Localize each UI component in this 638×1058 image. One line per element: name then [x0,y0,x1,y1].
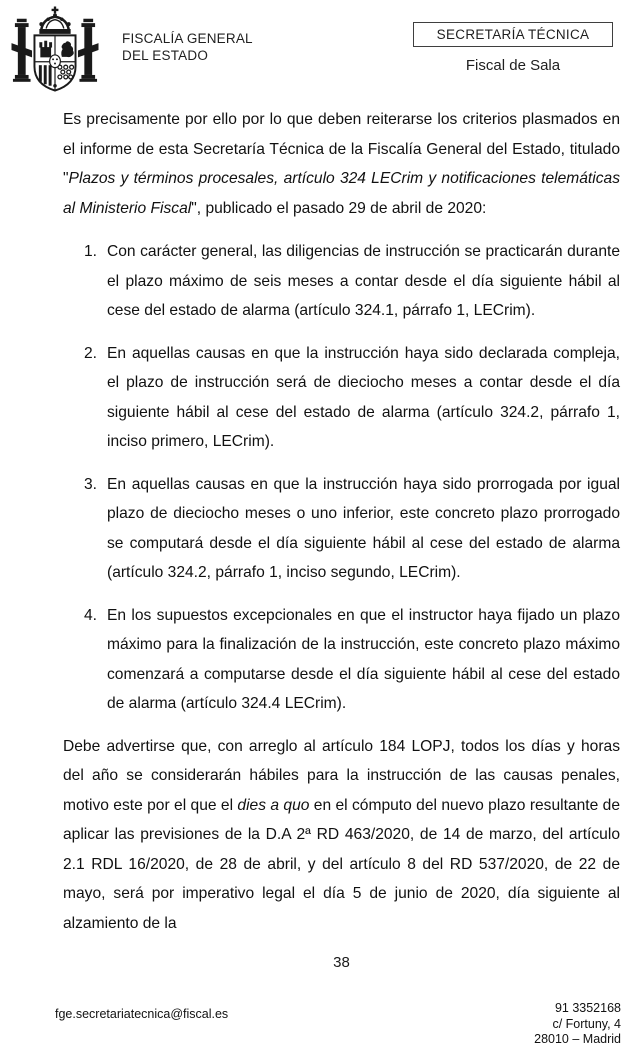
intro-paragraph: Es precisamente por ello por lo que deben reiterarse los criterios plasmados en el informe de esta Secretaría Técnica de la Fiscalía General del Estado, titulado "Plazos y términos procesales, artículo 324 LECrim y notificaciones telemáticas al Ministerio Fiscal", publicado el pasado 29 de abril de 2020: [63,111,620,217]
list-item-text: En aquellas causas en que la instrucción haya sido declarada compleja, el plazo de instrucción será de dieciocho meses a contar desde el día siguiente hábil al cese del estado de alarma (artículo 324.2, párrafo 1, inciso primero, LECrim). [107,344,620,450]
list-item-text: En los supuestos excepcionales en que el instructor haya fijado un plazo máximo para la finalización de la instrucción, este concreto plazo máximo comenzará a computarse desde el día siguiente hábil al cese del estado de alarma (artículo 324.4 LECrim). [107,606,620,712]
page-number: 38 [333,954,350,971]
list-item-number: 1. [84,243,98,260]
spain-coat-of-arms-icon [11,5,99,97]
list-item [84,339,620,457]
org-name-line1: FISCALÍA GENERAL [122,31,253,46]
list-item-number: 3. [84,475,98,493]
footer-address-city: 28010 – Madrid [534,1032,621,1046]
org-name [122,30,253,64]
footer-phone: 91 3352168 [554,1001,621,1015]
list-item-number: 2. [84,344,98,362]
role-label: Fiscal de Sala [465,57,561,74]
footer-address-street: c/ Fortuny, 4 [552,1016,621,1031]
numbered-list [84,237,620,719]
footer-email: fge.secretariatecnica@fiscal.es [55,1007,229,1021]
footer-contact [534,1001,621,1048]
list-item-text: Con carácter general, las diligencias de instrucción se practicarán durante el plazo máximo de seis meses a contar desde el día siguiente hábil al cese del estado de alarma (artículo 324.1, párrafo 1, LECrim). [107,243,620,319]
document-body [63,105,620,938]
list-item-number: 4. [84,606,98,624]
department-box [413,22,613,47]
list-item [84,601,620,719]
department-label: SECRETARÍA TÉCNICA [436,27,590,42]
list-item [84,237,620,326]
org-name-line2: DEL ESTADO [122,48,209,63]
list-item [84,470,620,588]
list-item-text: En aquellas causas en que la instrucción haya sido prorrogada por igual plazo de dieciocho meses o uno inferior, este concreto plazo prorrogado se computará desde el día siguiente hábil al cese del estado de alarma (artículo 324.2, párrafo 1, inciso segundo, LECrim). [107,475,620,581]
closing-paragraph: Debe advertirse que, con arreglo al artículo 184 LOPJ, todos los días y horas del año se considerarán hábiles para la instrucción de las causas penales, motivo este por el que el dies a quo en el cómputo del nuevo plazo resultante de aplicar las previsiones de la D.A 2ª RD 463/2020, de 14 de marzo, del artículo 2.1 RDL 16/2020, de 28 de abril, y del artículo 8 del RD 537/2020, de 22 de mayo, será por imperativo legal el día 5 de junio de 2020, día siguiente al alzamiento de la [63,737,621,932]
